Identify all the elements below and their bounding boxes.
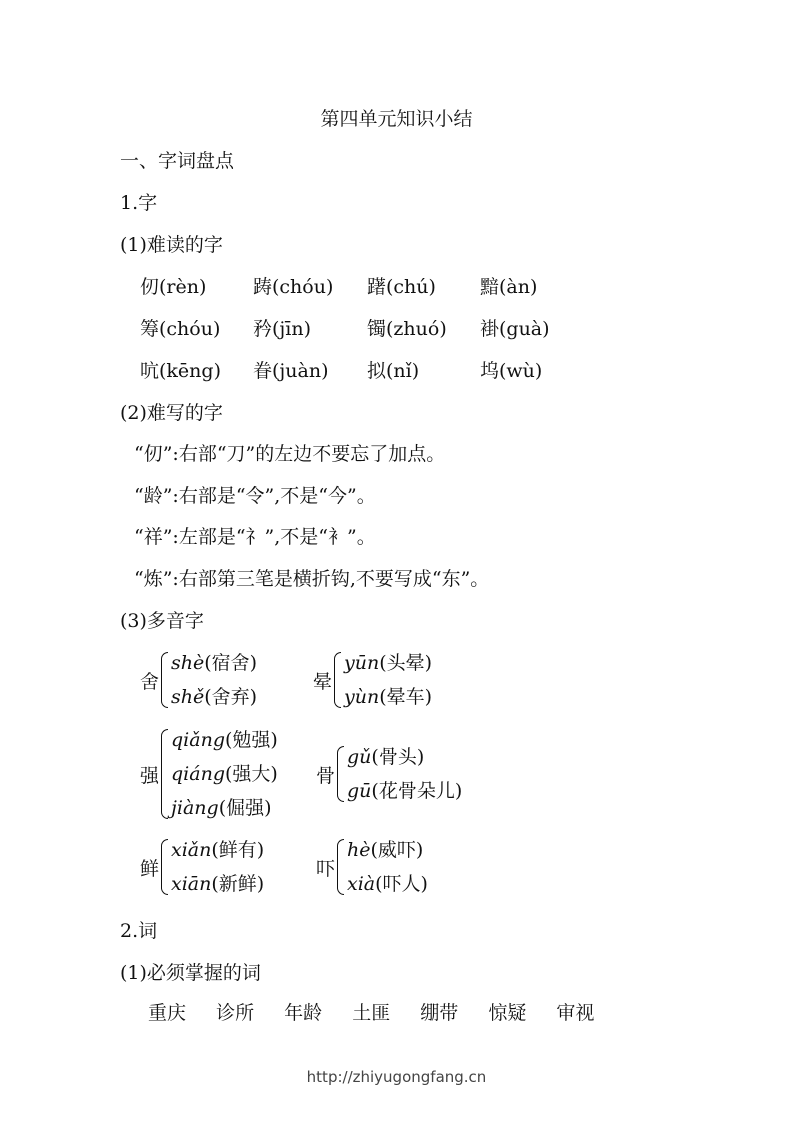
word-item: 诊所 xyxy=(216,1002,255,1024)
polyphone-char: 吓 xyxy=(316,857,336,880)
subheading-words: 2.词 xyxy=(120,920,158,942)
hard-write-note: “炼”:右部第三笔是横折钩,不要写成“东”。 xyxy=(134,568,490,590)
page-title: 第四单元知识小结 xyxy=(320,108,473,130)
hard-write-note: “仞”:右部“刀”的左边不要忘了加点。 xyxy=(134,443,446,465)
hard-read-item: 褂(guà) xyxy=(480,318,550,340)
hard-read-item: 拟(nǐ) xyxy=(367,360,420,382)
subheading-required-words: (1)必须掌握的词 xyxy=(120,962,261,984)
hard-write-note: “祥”:左部是“礻”,不是“衤”。 xyxy=(134,526,376,548)
hard-write-note: “龄”:右部是“令”,不是“今”。 xyxy=(134,485,376,507)
polyphone-group xyxy=(140,646,257,714)
polyphone-reading: qiáng(强大) xyxy=(171,763,278,785)
hard-read-item: 吭(kēng) xyxy=(140,360,221,382)
hard-read-item: 仞(rèn) xyxy=(140,276,207,298)
polyphone-char: 舍 xyxy=(140,670,160,693)
hard-read-item: 黯(àn) xyxy=(480,276,538,298)
brace-bracket xyxy=(161,839,168,895)
hard-read-item: 镯(zhuó) xyxy=(367,318,447,340)
word-item: 年龄 xyxy=(284,1002,323,1024)
hard-read-item: 矜(jīn) xyxy=(253,318,312,340)
subheading-polyphones: (3)多音字 xyxy=(120,610,204,632)
hard-read-item: 眷(juàn) xyxy=(253,360,329,382)
polyphone-reading: xiǎn(鲜有) xyxy=(171,839,265,861)
polyphone-group xyxy=(140,833,264,901)
polyphone-group xyxy=(316,740,462,808)
polyphone-char: 骨 xyxy=(316,764,336,787)
polyphone-reading: xià(吓人) xyxy=(347,873,428,895)
section-heading: 一、字词盘点 xyxy=(120,150,235,172)
brace-bracket xyxy=(337,746,344,802)
brace-bracket xyxy=(161,652,168,708)
footer-url: http://zhiyugongfang.cn xyxy=(306,1068,487,1086)
polyphone-group xyxy=(140,723,278,825)
polyphone-reading: xiān(新鲜) xyxy=(171,873,265,895)
hard-read-item: 踌(chóu) xyxy=(253,276,334,298)
subheading-characters: 1.字 xyxy=(120,192,158,214)
polyphone-char: 鲜 xyxy=(140,857,160,880)
polyphone-reading: jiàng(倔强) xyxy=(171,797,272,819)
polyphone-char: 强 xyxy=(140,764,160,787)
word-item: 惊疑 xyxy=(488,1002,527,1024)
polyphone-reading: shě(舍弃) xyxy=(171,686,258,708)
polyphone-reading: qiǎng(勉强) xyxy=(171,729,278,751)
polyphone-group xyxy=(313,646,432,714)
hard-read-item: 坞(wù) xyxy=(480,360,543,382)
brace-bracket xyxy=(161,729,168,819)
polyphone-reading: shè(宿舍) xyxy=(171,652,258,674)
polyphone-reading: yūn(头晕) xyxy=(344,652,433,674)
word-item: 重庆 xyxy=(148,1002,187,1024)
polyphone-char: 晕 xyxy=(313,670,333,693)
polyphone-reading: hè(威吓) xyxy=(347,839,424,861)
hard-read-item: 躇(chú) xyxy=(367,276,436,298)
word-item: 绷带 xyxy=(420,1002,459,1024)
polyphone-group xyxy=(316,833,428,901)
polyphone-reading: gū(花骨朵儿) xyxy=(347,780,463,802)
word-list xyxy=(148,998,618,1025)
subheading-hard-to-read: (1)难读的字 xyxy=(120,234,223,256)
hard-read-item: 筹(chóu) xyxy=(140,318,221,340)
brace-bracket xyxy=(334,652,341,708)
polyphone-reading: gǔ(骨头) xyxy=(347,746,425,768)
word-item: 土匪 xyxy=(352,1002,391,1024)
word-item: 审视 xyxy=(556,1002,595,1024)
brace-bracket xyxy=(337,839,344,895)
polyphone-reading: yùn(晕车) xyxy=(344,686,433,708)
subheading-hard-to-write: (2)难写的字 xyxy=(120,402,223,424)
